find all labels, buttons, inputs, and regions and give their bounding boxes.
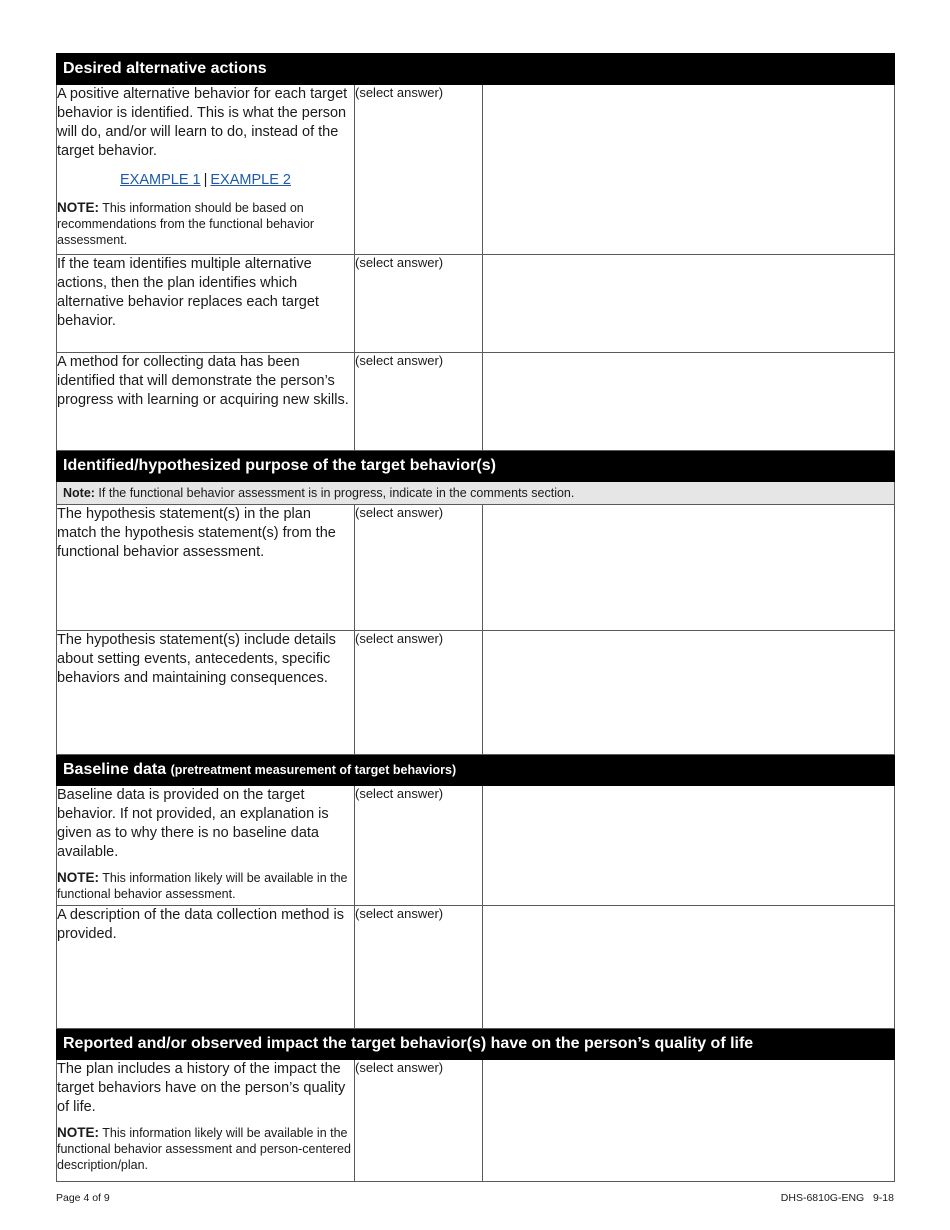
form-row: [57, 353, 895, 451]
section-header-purpose: [57, 451, 895, 482]
form-id: DHS-6810G-ENG 9-18: [780, 1192, 894, 1204]
answer-select[interactable]: (select answer): [355, 255, 483, 353]
section-title: Baseline data: [63, 761, 167, 778]
question-cell: [57, 631, 355, 755]
comments-field[interactable]: [483, 85, 895, 255]
page-number: Page 4 of 9: [56, 1192, 110, 1204]
form-row: [57, 1060, 895, 1182]
answer-select[interactable]: (select answer): [355, 631, 483, 755]
note-label: NOTE:: [57, 1125, 99, 1140]
link-separator: |: [203, 172, 208, 188]
question-text: The hypothesis statement(s) include details about setting events, antecedents, specific behaviors and maintaining consequences.: [57, 632, 336, 686]
example-links: [57, 171, 354, 190]
comments-field[interactable]: [483, 631, 895, 755]
note-label: Note:: [63, 486, 95, 500]
form-row: [57, 85, 895, 255]
example-2-link[interactable]: EXAMPLE 2: [210, 172, 291, 188]
note-body: This information should be based on recommendations from the functional behavior assessment.: [57, 201, 315, 247]
note-body: This information likely will be available in the functional behavior assessment.: [57, 871, 348, 901]
section-header-baseline-data: [57, 755, 895, 786]
note-body: This information likely will be available in the functional behavior assessment and person-centered description/plan.: [57, 1126, 351, 1172]
question-text: A positive alternative behavior for each target behavior is identified. This is what the person will do, and/or will learn to do, instead of the target behavior.: [57, 86, 348, 159]
comments-field[interactable]: [483, 786, 895, 906]
note-label: NOTE:: [57, 870, 99, 885]
question-cell: [57, 255, 355, 353]
note-label: NOTE:: [57, 200, 99, 215]
section-title: Desired alternative actions: [57, 54, 895, 85]
section-title: Reported and/or observed impact the target behavior(s) have on the person’s quality of life: [57, 1029, 895, 1060]
example-1-link[interactable]: EXAMPLE 1: [120, 172, 201, 188]
section-title: Identified/hypothesized purpose of the target behavior(s): [57, 451, 895, 482]
note-text: [57, 1125, 354, 1173]
answer-select[interactable]: (select answer): [355, 505, 483, 631]
section-header-quality-of-life: [57, 1029, 895, 1060]
form-row: [57, 505, 895, 631]
question-text: Baseline data is provided on the target behavior. If not provided, an explanation is given as to why there is no baseline data available.: [57, 787, 329, 860]
form-row: [57, 631, 895, 755]
question-cell: [57, 505, 355, 631]
question-cell: [57, 85, 355, 255]
section-subtitle: (pretreatment measurement of target behaviors): [170, 763, 457, 777]
review-form-table: [56, 53, 895, 1182]
question-text: The plan includes a history of the impact the target behaviors have on the person’s quality of life.: [57, 1061, 346, 1115]
comments-field[interactable]: [483, 1060, 895, 1182]
answer-select[interactable]: (select answer): [355, 906, 483, 1029]
question-cell: [57, 1060, 355, 1182]
comments-field[interactable]: [483, 255, 895, 353]
note-text: [57, 200, 354, 248]
comments-field[interactable]: [483, 906, 895, 1029]
question-text: A method for collecting data has been identified that will demonstrate the person’s progress with learning or acquiring new skills.: [57, 354, 349, 408]
answer-select[interactable]: (select answer): [355, 353, 483, 451]
question-text: If the team identifies multiple alternative actions, then the plan identifies which alternative behavior replaces each target behavior.: [57, 256, 319, 329]
question-text: A description of the data collection method is provided.: [57, 907, 344, 942]
question-cell: [57, 353, 355, 451]
answer-select[interactable]: (select answer): [355, 85, 483, 255]
form-row: [57, 906, 895, 1029]
answer-select[interactable]: (select answer): [355, 786, 483, 906]
answer-select[interactable]: (select answer): [355, 1060, 483, 1182]
question-cell: [57, 906, 355, 1029]
comments-field[interactable]: [483, 353, 895, 451]
note-text: [57, 870, 354, 902]
section-note: [57, 482, 895, 505]
question-text: The hypothesis statement(s) in the plan match the hypothesis statement(s) from the functional behavior assessment.: [57, 506, 336, 560]
note-body: If the functional behavior assessment is in progress, indicate in the comments section.: [94, 486, 575, 500]
question-cell: [57, 786, 355, 906]
form-row: [57, 786, 895, 906]
form-row: [57, 255, 895, 353]
comments-field[interactable]: [483, 505, 895, 631]
section-header-desired-alternative-actions: [57, 54, 895, 85]
